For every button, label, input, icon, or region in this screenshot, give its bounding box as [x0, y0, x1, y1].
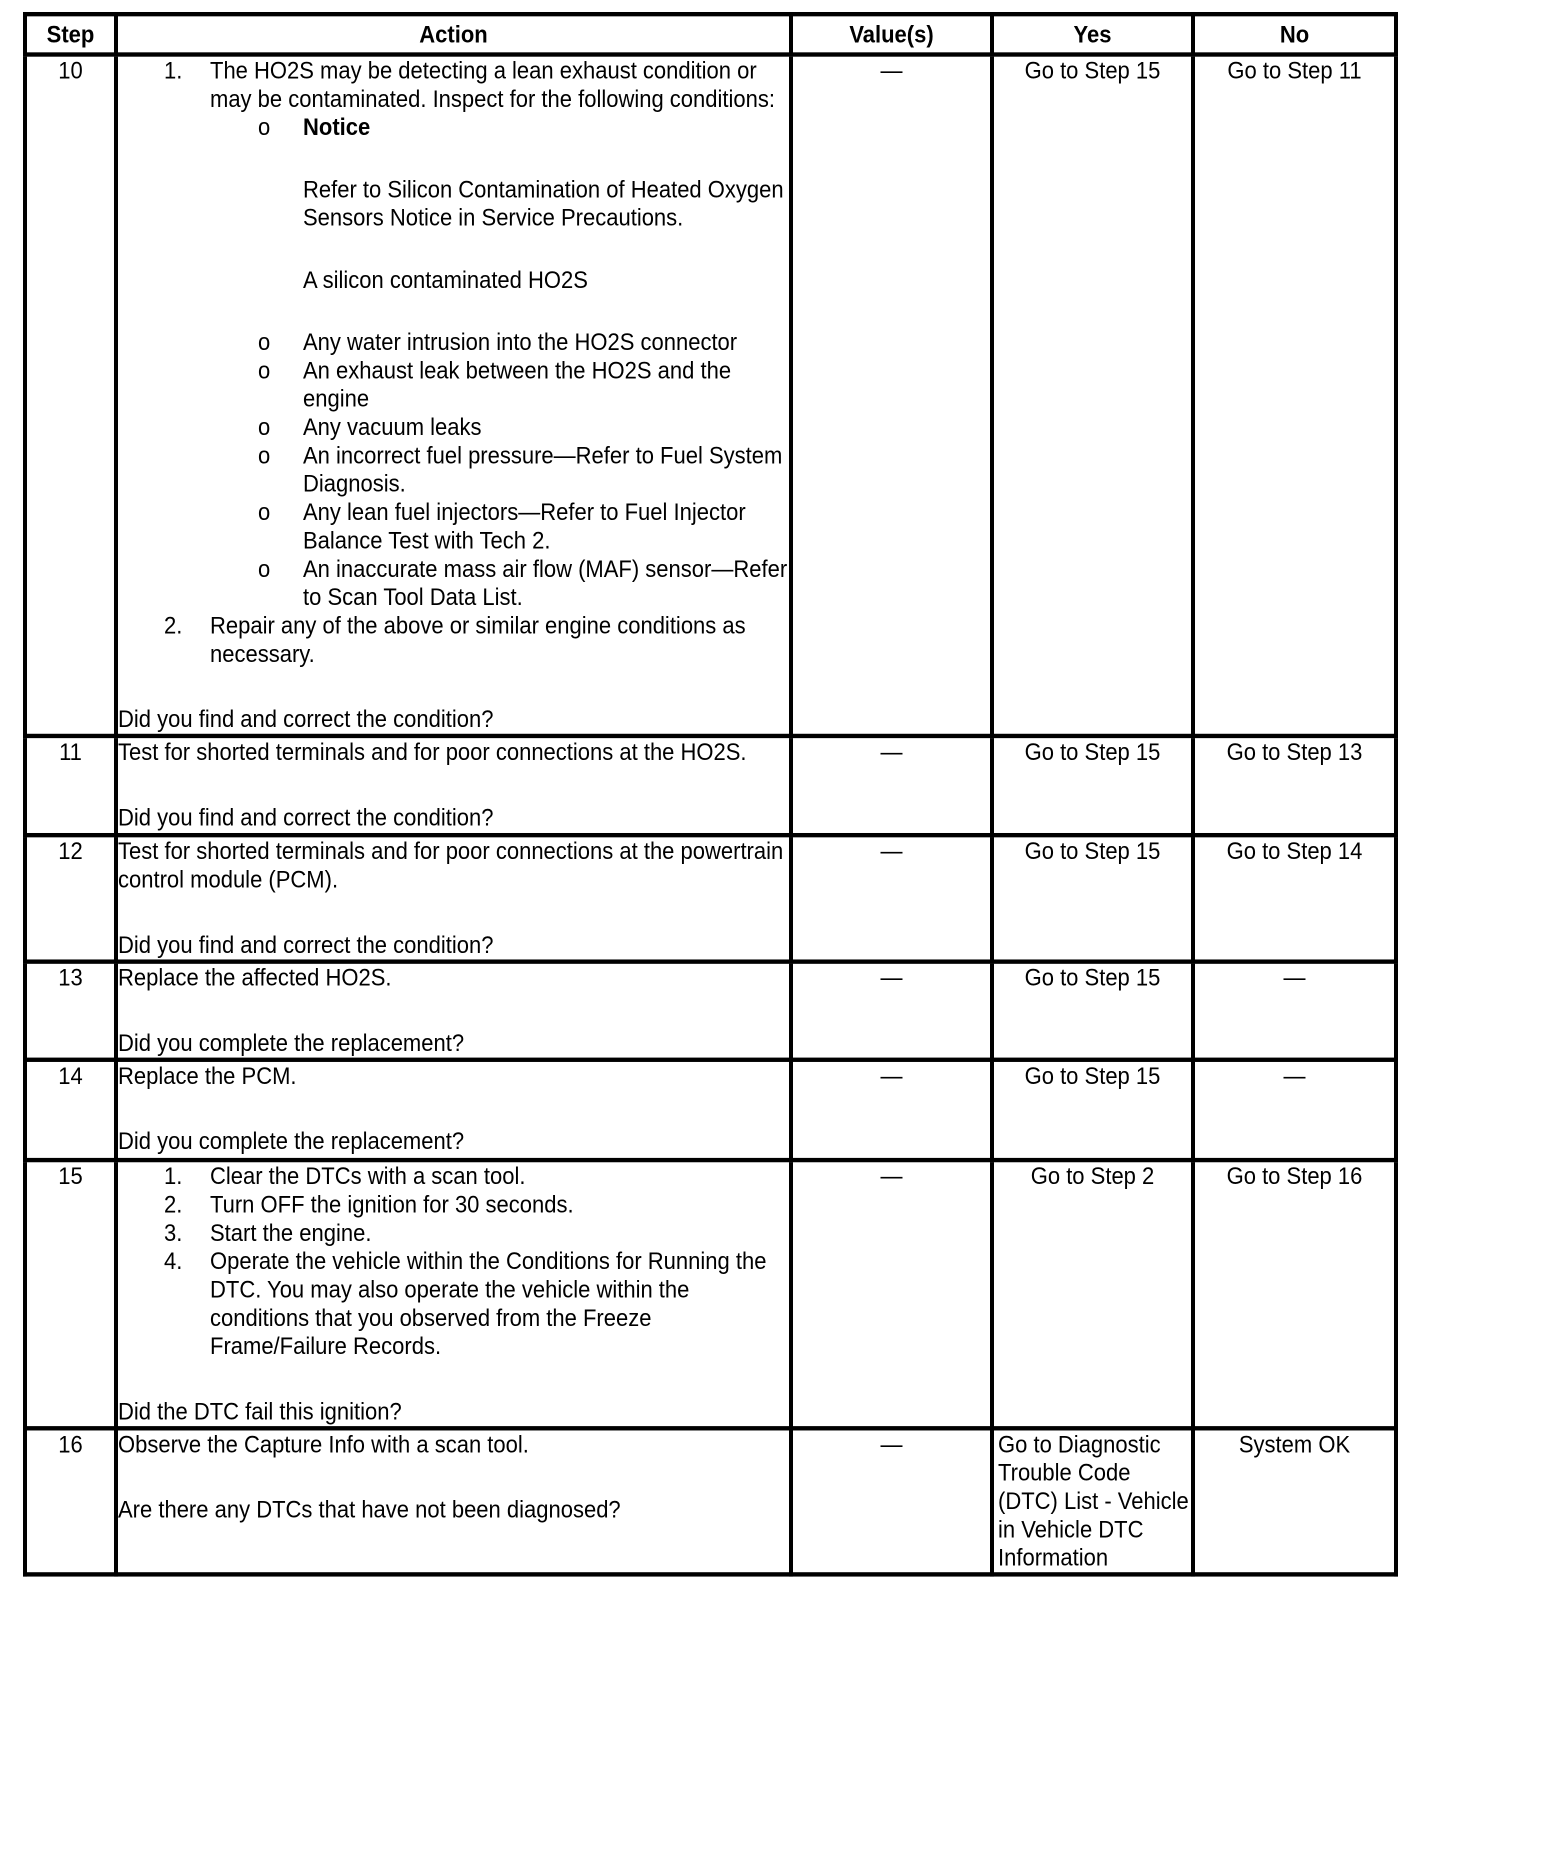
no-outcome: —	[1193, 1060, 1396, 1160]
list-marker: 1.	[164, 1162, 183, 1190]
bullet-icon: o	[258, 441, 271, 469]
step-number: 14	[25, 1060, 116, 1160]
list-item-text: An incorrect fuel pressure—Refer to Fuel System Diagnosis.	[303, 441, 783, 498]
action-text: Replace the PCM.	[118, 1061, 297, 1090]
header-action: Action	[116, 14, 791, 54]
list-item	[164, 1218, 789, 1247]
table-row	[25, 962, 1396, 1060]
list-item	[258, 356, 789, 414]
table-row	[25, 1160, 1396, 1428]
header-values: Value(s)	[791, 14, 992, 54]
table-row	[25, 55, 1396, 736]
action-cell	[116, 1160, 791, 1428]
list-marker: 4.	[164, 1247, 183, 1275]
table-row	[25, 1060, 1396, 1160]
list-item-text: Turn OFF the ignition for 30 seconds.	[210, 1190, 574, 1218]
list-marker: 2.	[164, 1190, 183, 1218]
action-cell	[116, 55, 791, 736]
question-text: Did you complete the replacement?	[118, 1029, 465, 1057]
no-outcome: Go to Step 16	[1193, 1160, 1396, 1428]
value-cell: —	[791, 835, 992, 961]
list-item	[164, 56, 789, 612]
value-cell: —	[791, 1060, 992, 1160]
yes-outcome: Go to Step 2	[992, 1160, 1193, 1428]
numbered-list	[118, 57, 789, 669]
no-outcome: Go to Step 13	[1193, 736, 1396, 835]
value-cell: —	[791, 1160, 992, 1428]
header-step: Step	[25, 14, 116, 54]
question-text: Are there any DTCs that have not been diagnosed?	[118, 1495, 621, 1524]
action-cell	[116, 1060, 791, 1160]
question-text: Did the DTC fail this ignition?	[118, 1397, 402, 1426]
list-marker: 2.	[164, 611, 183, 639]
bullet-icon: o	[258, 498, 271, 526]
bullet-icon: o	[258, 554, 271, 583]
yes-outcome: Go to Step 15	[992, 962, 1193, 1060]
yes-outcome: Go to Step 15	[992, 835, 1193, 961]
action-cell	[116, 835, 791, 961]
header-no: No	[1193, 14, 1396, 54]
list-item-text: An exhaust leak between the HO2S and the engine	[303, 356, 732, 413]
no-outcome: —	[1193, 962, 1396, 1060]
action-text: Test for shorted terminals and for poor connections at the powertrain control module (PCM).	[118, 837, 784, 893]
question-text: Did you complete the replacement?	[118, 1127, 465, 1155]
question-text: Did you find and correct the condition?	[118, 931, 494, 959]
list-item	[258, 413, 789, 441]
list-item-text: The HO2S may be detecting a lean exhaust condition or may be contaminated. Inspect for the following conditions:	[210, 56, 775, 113]
bullet-icon: o	[258, 413, 271, 441]
list-item-text: Repair any of the above or similar engine conditions as necessary.	[210, 611, 746, 668]
list-item-text: Start the engine.	[210, 1218, 372, 1247]
step-number: 10	[25, 55, 116, 736]
bullet-list	[210, 113, 789, 611]
step-number: 16	[25, 1428, 116, 1574]
header-yes: Yes	[992, 14, 1193, 54]
list-item	[258, 554, 789, 612]
step-number: 13	[25, 962, 116, 1060]
list-marker: 3.	[164, 1218, 183, 1247]
bullet-icon: o	[258, 113, 271, 141]
list-marker: 1.	[164, 56, 183, 84]
numbered-list	[118, 1162, 789, 1360]
list-item-text: Any vacuum leaks	[303, 413, 482, 441]
list-item	[258, 113, 789, 328]
list-item	[164, 611, 789, 669]
notice-title: Notice	[303, 113, 371, 141]
action-cell	[116, 962, 791, 1060]
no-outcome: System OK	[1193, 1428, 1396, 1574]
list-item-text: An inaccurate mass air flow (MAF) sensor—Refer to Scan Tool Data List.	[303, 554, 788, 611]
notice-text: Refer to Silicon Contamination of Heated Oxygen Sensors Notice in Service Precautions.	[303, 175, 784, 232]
question-text: Did you find and correct the condition?	[118, 705, 494, 733]
yes-outcome: Go to Diagnostic Trouble Code (DTC) List - Vehicle in Vehicle DTC Information	[992, 1428, 1193, 1574]
action-text: Test for shorted terminals and for poor connections at the HO2S.	[118, 738, 747, 766]
action-cell	[116, 1428, 791, 1574]
yes-outcome: Go to Step 15	[992, 736, 1193, 835]
bullet-icon: o	[258, 328, 271, 356]
question-text: Did you find and correct the condition?	[118, 803, 494, 831]
list-item-text: Operate the vehicle within the Conditions for Running the DTC. You may also operate the vehicle within the conditions that you observed from the Freeze Frame/Failure Records.	[210, 1247, 767, 1360]
list-item	[258, 441, 789, 499]
value-cell: —	[791, 55, 992, 736]
bullet-icon: o	[258, 356, 271, 384]
table-row	[25, 835, 1396, 961]
list-item	[164, 1162, 789, 1190]
header-row	[25, 14, 1396, 54]
table-row	[25, 736, 1396, 835]
list-item-text: Any water intrusion into the HO2S connector	[303, 328, 738, 356]
diagnostic-table	[23, 12, 1398, 1577]
action-cell	[116, 736, 791, 835]
yes-outcome: Go to Step 15	[992, 55, 1193, 736]
list-item-text: Any lean fuel injectors—Refer to Fuel Injector Balance Test with Tech 2.	[303, 498, 746, 554]
action-text: Replace the affected HO2S.	[118, 963, 392, 992]
yes-outcome: Go to Step 15	[992, 1060, 1193, 1160]
list-item	[258, 328, 789, 356]
no-outcome: Go to Step 11	[1193, 55, 1396, 736]
value-cell: —	[791, 736, 992, 835]
table-row	[25, 1428, 1396, 1574]
list-item	[258, 498, 789, 555]
value-cell: —	[791, 962, 992, 1060]
step-number: 12	[25, 835, 116, 961]
step-number: 15	[25, 1160, 116, 1428]
no-outcome: Go to Step 14	[1193, 835, 1396, 961]
list-item	[164, 1190, 789, 1219]
list-item	[164, 1247, 789, 1360]
notice-item: A silicon contaminated HO2S	[303, 266, 588, 294]
action-text: Observe the Capture Info with a scan tool.	[118, 1430, 529, 1458]
step-number: 11	[25, 736, 116, 835]
list-item-text: Clear the DTCs with a scan tool.	[210, 1162, 526, 1190]
value-cell: —	[791, 1428, 992, 1574]
